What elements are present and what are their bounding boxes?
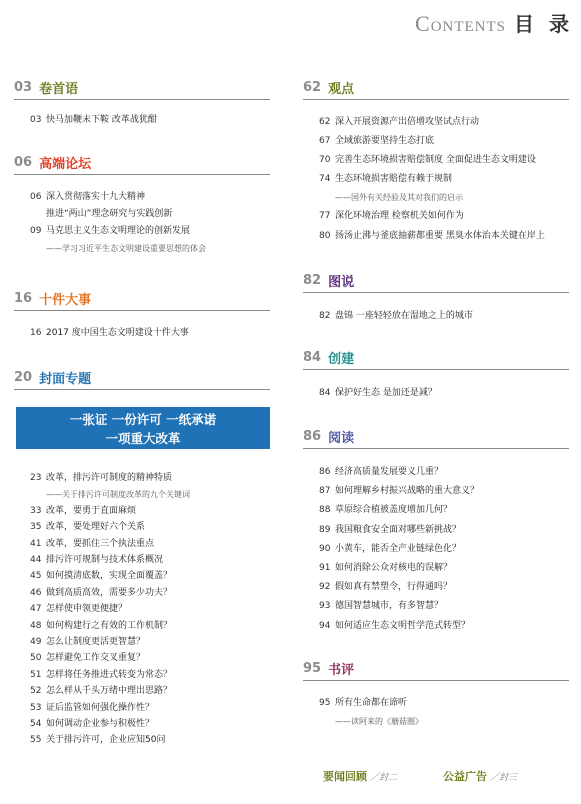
page-number: 23 [30, 473, 42, 483]
toc-item[interactable] [319, 523, 569, 538]
article-title: 如何调动企业参与积极性？ [46, 719, 155, 729]
article-title: 我国粮食安全面对哪些新挑战？ [335, 524, 462, 535]
toc-item[interactable] [30, 635, 270, 650]
toc-item[interactable] [319, 542, 569, 557]
article-title: 改革，要处理好六个关系 [46, 522, 146, 533]
article-title: 扬汤止沸与釜底抽薪都重要 黑臭水体治本关键在岸上 [335, 231, 545, 241]
toc-item[interactable] [319, 619, 569, 634]
page-number: 95 [319, 698, 331, 708]
page-number: 86 [319, 467, 331, 477]
toc-item[interactable] [319, 309, 569, 324]
article-title: 全域旅游要坚持生态打底 [335, 136, 435, 146]
toc-item[interactable] [30, 207, 270, 222]
toc-item[interactable] [319, 229, 569, 244]
toc-item[interactable] [319, 599, 569, 614]
banner-line-2: 一项重大改革 [105, 431, 181, 446]
article-subtitle: ——关于排污许可制度改革的九个关键词 [46, 490, 190, 500]
page-number: 53 [30, 702, 42, 713]
article-title: 经济高质量发展要义几重？ [335, 467, 444, 477]
toc-item[interactable] [30, 619, 270, 634]
toc-item[interactable] [30, 717, 270, 732]
page-number: 46 [30, 587, 42, 598]
article-title: 盘锦 一座轻轻放在湿地之上的城市 [335, 311, 473, 321]
toc-item[interactable] [30, 602, 270, 617]
article-subtitle: ——读阿来的《蘑菇圈》 [335, 717, 423, 726]
section-number: 86 [303, 428, 322, 444]
article-title: 深入贯彻落实十九大精神 [46, 192, 146, 202]
toc-item[interactable] [319, 153, 569, 168]
article-title: 怎么让制度更活更智慧？ [46, 637, 146, 647]
article-title: 如何构建行之有效的工作机制？ [46, 620, 173, 631]
section-gaoduan [14, 150, 270, 253]
article-title: 关于排污许可，企业应知50问 [46, 735, 166, 746]
section-number: 06 [14, 154, 33, 170]
article-title: 深化环境治理 检察机关如何作为 [335, 211, 464, 221]
article-title: 草原综合植被盖度增加几何？ [335, 505, 453, 516]
toc-item[interactable] [30, 668, 270, 683]
toc-item[interactable] [319, 115, 569, 130]
toc-item[interactable] [319, 561, 569, 576]
page-number: 35 [30, 522, 42, 533]
article-title: 德国智慧城市，有多智慧？ [335, 601, 444, 612]
article-title: 快马加鞭未下鞍 改革战犹酣 [46, 115, 157, 125]
toc-item[interactable] [30, 701, 270, 716]
section-title: 封面专题 [39, 371, 92, 387]
toc-item[interactable] [319, 134, 569, 149]
page-number: 44 [30, 555, 42, 565]
section-chuangjian [303, 345, 569, 398]
toc-item[interactable] [30, 113, 270, 128]
section-title: 阅读 [328, 430, 355, 446]
toc-item[interactable] [30, 651, 270, 666]
page-number: 93 [319, 601, 331, 612]
toc-item[interactable] [30, 537, 270, 552]
article-title: 改革，要抓住三个执法重点 [46, 538, 155, 549]
section-header[interactable] [303, 75, 569, 100]
section-shuping [303, 656, 569, 726]
footer-suffix: ／封三 [490, 773, 518, 783]
section-title: 高端论坛 [39, 156, 92, 172]
article-title: 改革，排污许可制度的精神特质 [46, 473, 173, 483]
section-title: 卷首语 [39, 81, 79, 97]
section-number: 16 [14, 290, 33, 306]
article-title: 改革，要勇于直面麻烦 [46, 505, 137, 516]
toc-item[interactable] [30, 471, 270, 486]
article-title: 证后监管如何强化操作性？ [46, 702, 155, 713]
page-number: 82 [319, 311, 331, 321]
page-number: 80 [319, 231, 331, 241]
toc-item[interactable] [319, 503, 569, 518]
page-number: 62 [319, 117, 331, 127]
section-tushuo [303, 268, 569, 321]
page-number: 49 [30, 637, 42, 647]
toc-item[interactable] [319, 209, 569, 224]
article-title: 保护好生态 是加还是减？ [335, 388, 437, 398]
contents-title-cn: 目 录 [514, 12, 573, 36]
page-number: 06 [30, 192, 42, 202]
article-title: 如何理解乡村振兴战略的重大意义？ [335, 486, 480, 497]
toc-subtitle [319, 190, 569, 205]
page-number: 88 [319, 505, 331, 516]
page-number: 74 [319, 174, 331, 184]
article-title: 假如真有禁塑令，行得通吗？ [335, 582, 453, 593]
article-title: 如何适应生态文明哲学范式转型？ [335, 620, 471, 631]
toc-subtitle [30, 487, 270, 502]
section-header[interactable] [14, 286, 270, 311]
page-number: 52 [30, 686, 42, 697]
section-title: 书评 [328, 662, 355, 678]
toc-item[interactable] [30, 733, 270, 748]
page-number: 77 [319, 211, 331, 221]
toc-item[interactable] [319, 172, 569, 187]
section-number: 82 [303, 272, 322, 288]
page-number: 50 [30, 653, 42, 664]
page-number: 92 [319, 582, 331, 593]
toc-subtitle [319, 714, 569, 729]
section-header[interactable] [14, 365, 270, 390]
toc-item[interactable] [30, 684, 270, 699]
section-guandian [303, 75, 569, 241]
toc-item[interactable] [30, 326, 270, 341]
section-yuedu [303, 424, 569, 631]
section-number: 03 [14, 79, 33, 95]
article-title: 推进“两山”理念研究与实践创新 [46, 209, 173, 219]
article-title: 如何消除公众对核电的误解？ [335, 563, 453, 573]
article-title: 所有生命都在谛听 [335, 698, 408, 708]
toc-item[interactable] [319, 696, 569, 711]
page-number: 41 [30, 538, 42, 549]
toc-item[interactable] [30, 520, 270, 535]
page-number: 09 [30, 226, 42, 236]
cover-story-banner[interactable] [16, 407, 270, 449]
toc-item[interactable] [30, 586, 270, 601]
page-number: 54 [30, 719, 42, 729]
article-title: 如何摸清底数，实现全面覆盖？ [46, 571, 173, 582]
article-title: 完善生态环境损害赔偿制度 全面促进生态文明建设 [335, 155, 536, 165]
article-title: 怎么样从千头万绪中理出思路？ [46, 686, 173, 697]
section-header[interactable] [303, 656, 569, 681]
section-number: 95 [303, 660, 322, 676]
page-number: 67 [319, 136, 331, 146]
page-number: 90 [319, 543, 331, 554]
page-number: 55 [30, 735, 42, 746]
toc-item[interactable] [30, 553, 270, 568]
section-shijian [14, 286, 270, 338]
article-title: 小黄车，能否全产业链绿色化？ [335, 543, 462, 554]
section-header[interactable] [303, 268, 569, 293]
page-number: 16 [30, 328, 42, 338]
article-title: 怎样使申领更便捷？ [46, 604, 128, 615]
section-header[interactable] [303, 345, 569, 370]
page-number: 45 [30, 571, 42, 582]
article-title: 2017 度中国生态文明建设十件大事 [46, 328, 189, 338]
page-number: 47 [30, 604, 42, 615]
page-number: 94 [319, 620, 331, 631]
article-title: 怎样将任务推进式转变为常态？ [46, 669, 173, 680]
article-title: 生态环境损害赔偿有赖于规制 [335, 174, 453, 184]
page-number: 91 [319, 563, 331, 573]
section-number: 84 [303, 349, 322, 365]
article-subtitle: ——国外有关经验及其对我们的启示 [335, 193, 463, 202]
page-number: 87 [319, 486, 331, 497]
toc-subtitle [30, 241, 270, 256]
toc-item[interactable] [30, 224, 270, 239]
article-title: 怎样避免工作交叉重复？ [46, 653, 146, 664]
article-title: 深入开展资源产出倍增攻坚试点行动 [335, 117, 480, 127]
article-subtitle: ——学习习近平生态文明建设重要思想的体会 [46, 244, 206, 253]
section-title: 图说 [328, 274, 355, 290]
toc-item[interactable] [319, 484, 569, 499]
section-header[interactable] [14, 75, 270, 100]
banner-line-1: 一张证 一份许可 一纸承诺 [69, 412, 217, 427]
section-number: 20 [14, 369, 33, 385]
article-title: 马克思主义生态文明理论的创新发展 [46, 226, 191, 236]
toc-item[interactable] [30, 504, 270, 519]
footer-label: 要闻回顾 [323, 770, 367, 783]
toc-item[interactable] [30, 190, 270, 205]
article-title: 排污许可规制与技术体系概况 [46, 555, 164, 565]
footer-public-ad[interactable] [443, 768, 517, 784]
footer-suffix: ／封二 [370, 773, 398, 783]
page-number: 03 [30, 115, 42, 125]
page-number: 51 [30, 669, 42, 680]
section-header[interactable] [303, 424, 569, 449]
toc-item[interactable] [30, 569, 270, 584]
section-number: 62 [303, 79, 322, 95]
section-title: 十件大事 [39, 292, 92, 308]
page-number: 84 [319, 388, 331, 398]
page-number: 48 [30, 620, 42, 631]
toc-item[interactable] [319, 386, 569, 401]
section-title: 观点 [328, 81, 355, 97]
footer-news-review[interactable] [323, 768, 397, 784]
section-fengmian [14, 365, 270, 746]
section-header[interactable] [14, 150, 270, 175]
section-title: 创建 [328, 351, 355, 367]
section-juanshouyu [14, 75, 270, 125]
contents-header [415, 8, 573, 37]
page-number: 70 [319, 155, 331, 165]
toc-item[interactable] [319, 580, 569, 595]
page-number: 89 [319, 524, 331, 535]
footer-label: 公益广告 [443, 770, 487, 783]
article-title: 做到高质高效，需要多少功夫？ [46, 587, 173, 598]
toc-item[interactable] [319, 465, 569, 480]
page-number: 33 [30, 505, 42, 516]
contents-title-en: Contents [415, 11, 507, 36]
